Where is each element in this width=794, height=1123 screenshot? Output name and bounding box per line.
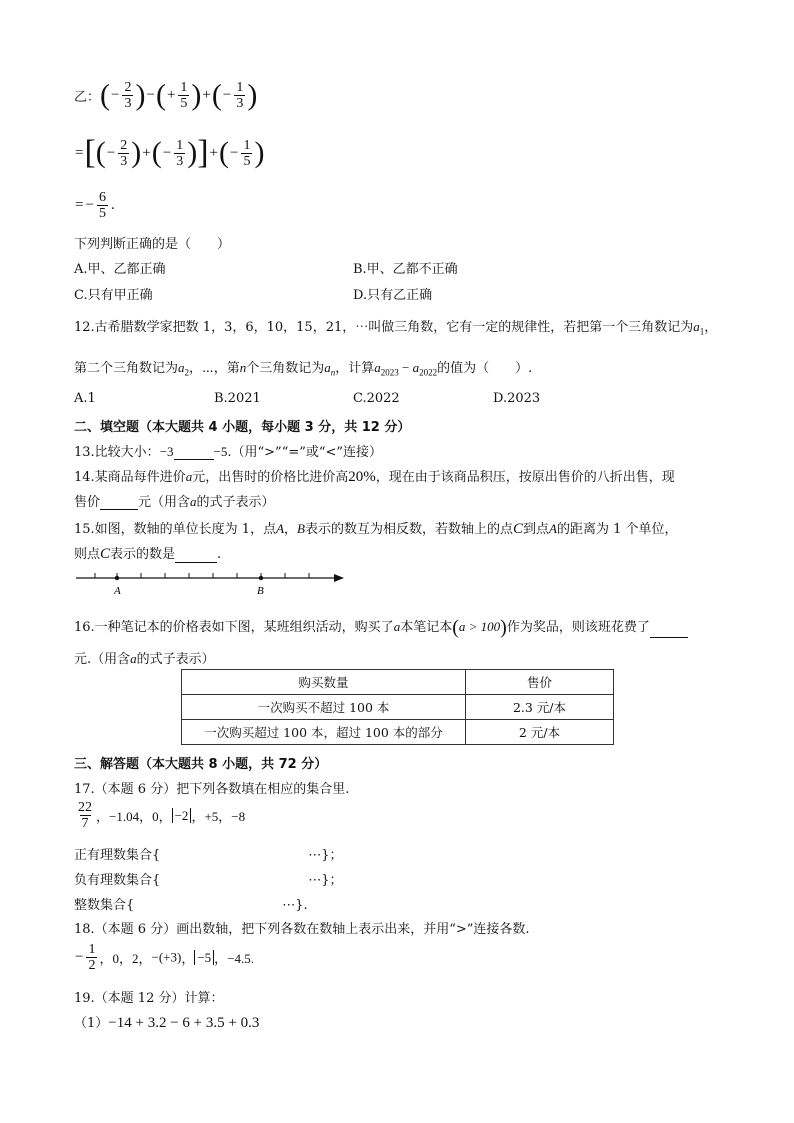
q11-prompt: 下列判断正确的是（ ） [74,237,231,252]
table-cell: 一次购买不超过 100 本 [182,695,466,720]
q12-option-c: C.2022 [353,391,400,406]
q12-option-a: A.1 [74,391,96,406]
section-2-title: 二、填空题（本大题共 4 小题，每小题 3 分，共 12 分） [74,420,411,435]
answer-blank [174,445,214,460]
fraction: $\frac{1}{3}$ [176,137,184,169]
q19-part1: （1）−14 + 3.2 − 6 + 3.5 + 0.3 [74,1015,260,1031]
answer-blank [175,548,217,563]
fraction: $\frac{1}{3}$ [236,80,244,111]
q16-line2: 元.（用含a的式子表示） [74,651,215,667]
section-3-title: 三、解答题（本大题共 8 小题，共 72 分） [74,757,328,772]
point-b [259,576,263,580]
q15-line1: 15.如图，数轴的单位长度为 1，点A，B表示的数互为相反数，若数轴上的点C到点A的距离为 1 个单位， [74,521,678,537]
table-header: 购买数量 [182,670,466,695]
fraction: $\frac{1}{5}$ [243,137,251,169]
axis-ticks [95,573,309,578]
q14-line2: 售价 元（用含a的式子表示） [74,494,275,510]
fraction: $\frac{1}{2}$ [88,942,96,973]
label-b: B [257,585,264,597]
fraction: $\frac{6}{5}$ [98,190,106,221]
q17-title: 17.（本题 6 分）把下列各数填在相应的集合里. [74,782,350,797]
fraction: $\frac{1}{5}$ [180,80,188,111]
q11-option-a: A.甲、乙都正确 [74,262,166,277]
q19-title: 19.（本题 12 分）计算： [74,991,224,1006]
q18-numbers: − $\frac{1}{2}$ ，0，2，−(+3)， −5 ，−4.5. [75,942,255,973]
table-row [182,720,614,745]
table-header-row [182,670,614,695]
q12-line2: 第二个三角数记为$a_2$，⋯，第n个三角数记为$a_n$，计算$a_{2023} - a_{2022}$的值为（ ）. [74,360,533,378]
q12-option-b: B.2021 [214,391,261,406]
q14-line1: 14.某商品每件进价a元，出售时的价格比进价高20%，现在由于该商品积压，按原出售价的八折出售，现 [74,469,675,485]
fraction: $\frac{22}{7}$ [78,800,92,831]
q11-option-d: D.只有乙正确 [353,288,433,303]
axis-arrow-icon [334,574,344,582]
q17-numbers: $\frac{22}{7}$ ，−1.04，0， −2 ，+5，−8 [78,800,246,831]
q15-line2: 则点C表示的数是 . [74,546,222,562]
fraction: $\frac{2}{3}$ [120,137,128,169]
yi-label: 乙： [74,90,101,105]
fraction: $\frac{2}{3}$ [124,80,132,111]
q11-yi-line2: =[(− $\frac{2}{3}$ )+(− $\frac{1}{3}$ )]+(− $\frac{1}{5}$ ) [75,134,265,171]
q12-line1: 12.古希腊数学家把数 1，3，6，10，15，21，⋯叫做三角数，它有一定的规律性，若把第一个三角数记为$a_1$， [74,319,718,337]
label-a: A [114,585,121,597]
q11-yi-line3: = − $\frac{6}{5}$ . [75,190,115,221]
q13: 13.比较大小：−3 −5.（用“>”“=”或“<”连接） [74,444,383,460]
q17-set-integer: 整数集合{ ⋯}. [74,898,308,913]
table-header: 售价 [466,670,614,695]
answer-blank [100,495,138,510]
q11-option-b: B.甲、乙都不正确 [353,262,458,277]
table-cell: 2.3 元/本 [466,695,614,720]
table-cell: 一次购买超过 100 本，超过 100 本的部分 [182,720,466,745]
q18-title: 18.（本题 6 分）画出数轴，把下列各数在数轴上表示出来，并用“>”连接各数. [74,922,530,937]
q17-set-negative: 负有理数集合{ ⋯}； [74,873,343,888]
q12-option-d: D.2023 [493,391,541,406]
table-cell: 2 元/本 [466,720,614,745]
point-a [115,576,119,580]
number-line-figure [74,566,354,600]
q11-option-c: C.只有甲正确 [74,288,153,303]
answer-blank [650,623,688,638]
table-row [182,695,614,720]
q16-line1: 16.一种笔记本的价格表如下图，某班组织活动，购买了a本笔记本(a > 100)作为奖品，则该班花费了 [74,616,688,638]
q11-yi-line1: 乙：(− $\frac{2}{3}$ )−(+ $\frac{1}{5}$ )+(− $\frac{1}{3}$ ) [74,78,258,112]
q17-set-positive: 正有理数集合{ ⋯}； [74,848,343,863]
price-table [181,669,614,745]
